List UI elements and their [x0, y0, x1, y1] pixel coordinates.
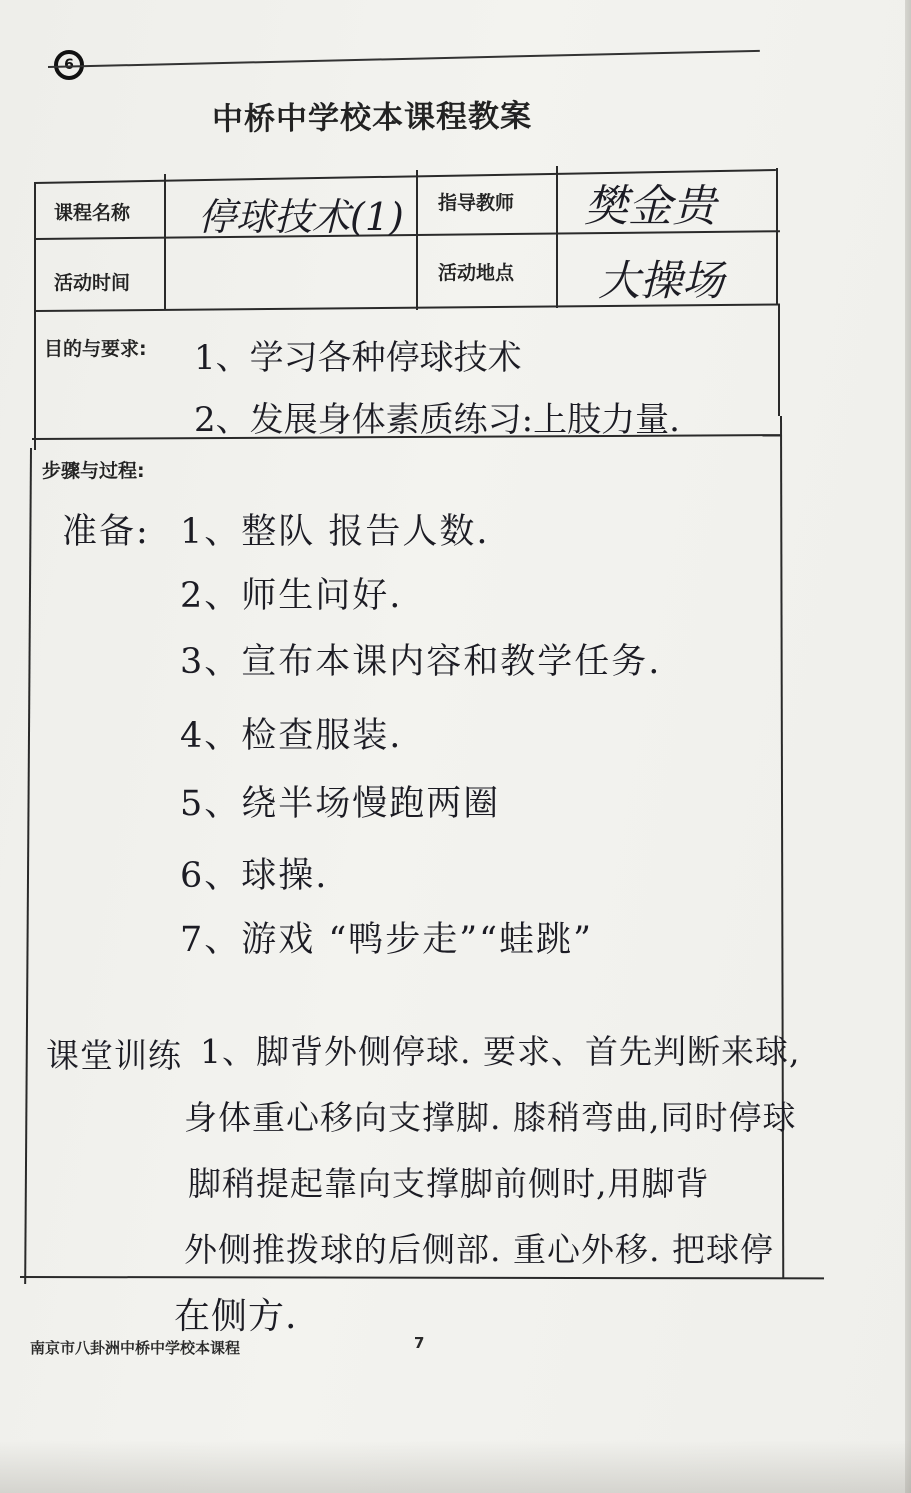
teacher-label: 指导教师	[438, 192, 515, 214]
lesson-plan-form	[28, 158, 824, 1337]
practice-label: 课堂训练	[46, 1036, 182, 1075]
prep-item-6: 6、球操.	[180, 856, 329, 896]
goals-label: 目的与要求:	[44, 338, 147, 360]
time-label: 活动时间	[54, 272, 131, 294]
footer-school-text: 南京市八卦洲中桥中学校本课程	[30, 1339, 241, 1357]
goal-item-1: 1、学习各种停球技术	[194, 338, 522, 378]
bottom-shadow	[0, 1440, 911, 1493]
practice-line-4: 外侧推拨球的后侧部. 重心外移. 把球停	[184, 1230, 774, 1269]
col-divider-2	[416, 170, 418, 310]
location-label: 活动地点	[438, 262, 515, 284]
page-number: 7	[414, 1334, 425, 1352]
practice-line-3: 脚稍提起靠向支撑脚前侧时,用脚背	[188, 1164, 710, 1203]
form-border-right-bottom	[780, 416, 784, 1278]
prep-item-2: 2、师生问好.	[180, 576, 403, 616]
prep-item-3: 3、宣布本课内容和教学任务.	[180, 642, 662, 682]
prep-item-1: 1、整队 报告人数.	[180, 512, 490, 552]
col-divider-1	[164, 174, 166, 310]
course-name-value: 停球技术(1)	[198, 195, 404, 239]
document-title: 中桥中学校本课程教案	[211, 98, 533, 138]
prep-item-7: 7、游戏 “鸭步走”“蛙跳”	[180, 920, 593, 960]
prep-label: 准备:	[62, 512, 150, 552]
steps-label: 步骤与过程:	[42, 460, 145, 482]
goal-item-2: 2、发展身体素质练习:上肢力量.	[194, 400, 680, 440]
page-edge	[905, 0, 911, 1493]
col-divider-3	[556, 166, 558, 308]
practice-line-5: 在侧方.	[174, 1296, 298, 1337]
form-border-right-lower	[778, 304, 780, 416]
teacher-value: 樊金贵	[584, 181, 716, 232]
form-border-right	[776, 168, 778, 304]
course-name-label: 课程名称	[54, 202, 131, 224]
practice-line-2: 身体重心移向支撑脚. 膝稍弯曲,同时停球	[184, 1098, 797, 1137]
practice-line-1: 1、脚背外侧停球. 要求、首先判断来球,	[200, 1032, 801, 1071]
prep-item-4: 4、检查服装.	[180, 716, 403, 756]
form-border-bottom	[20, 1276, 824, 1279]
prep-item-5: 5、绕半场慢跑两圈	[180, 784, 501, 824]
location-value: 大操场	[598, 256, 725, 305]
form-border-left	[34, 182, 36, 450]
